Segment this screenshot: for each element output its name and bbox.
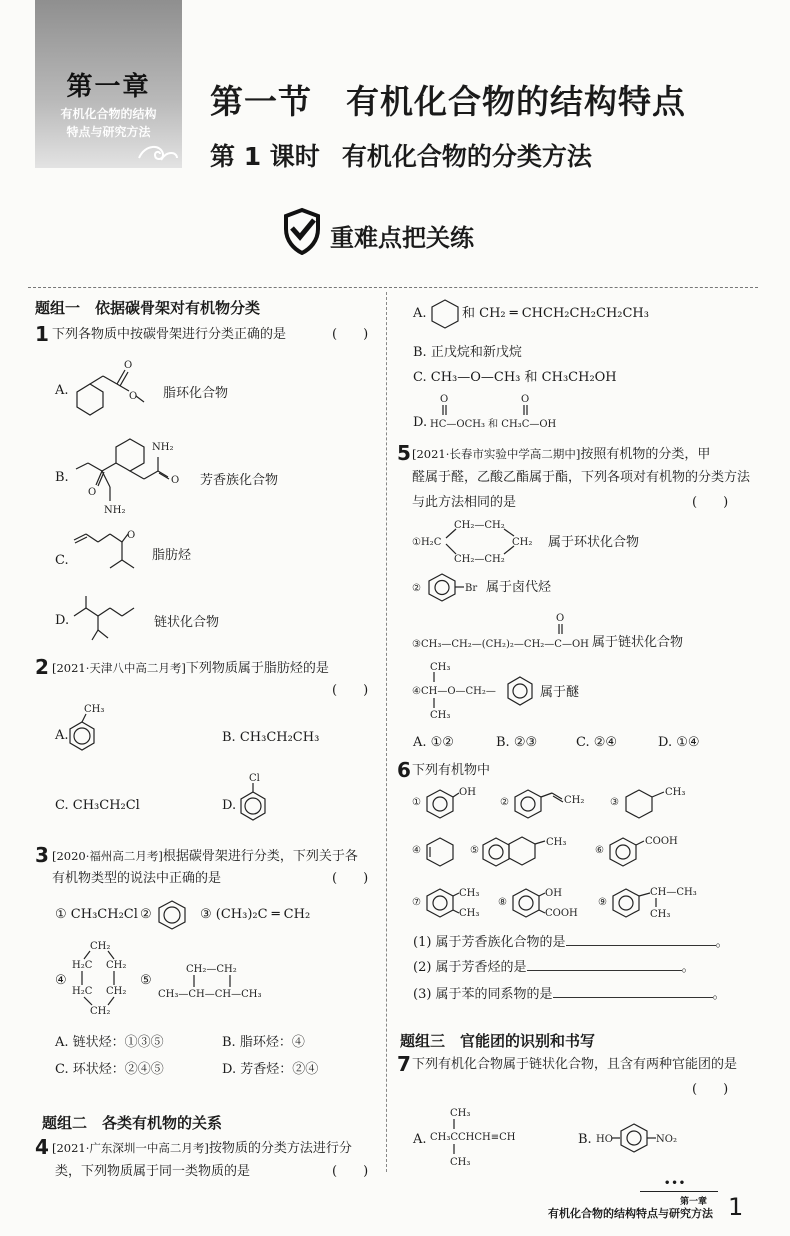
svg-text:CH₂—CH₂: CH₂—CH₂ [186, 964, 237, 975]
q3-answer-paren[interactable]: ( ) [332, 871, 369, 886]
svg-text:⑧: ⑧ [498, 897, 507, 908]
q2-option-a-label: A. [55, 728, 69, 743]
svg-text:CH₃CCHCH≡CH: CH₃CCHCH≡CH [430, 1132, 516, 1143]
svg-text:O: O [440, 394, 449, 405]
q5-source: [2021·长春市实验中学高二期中] [412, 447, 581, 461]
q4-stem2: 类，下列物质属于同一类物质的是 [55, 1164, 251, 1179]
svg-text:HO: HO [596, 1134, 613, 1145]
svg-text:CH₃: CH₃ [546, 837, 567, 848]
q7-option-a-label: A. [413, 1132, 427, 1147]
q3-option-d: D. 芳香烃：②④ [222, 1062, 319, 1077]
q2-stem: 下列物质属于脂肪烃的是 [185, 661, 329, 676]
svg-text:OH: OH [459, 787, 476, 798]
cyclohexane-ch2-structure [70, 940, 130, 1020]
q4-option-c: C. CH₃—O—CH₃ 和 CH₃CH₂OH [413, 370, 617, 385]
q4-stem-line1 [52, 1140, 352, 1157]
svg-text:OH: OH [545, 888, 562, 899]
svg-text:O: O [171, 475, 180, 486]
q1-option-a-label: A. [55, 383, 69, 398]
q4d-structures [430, 392, 580, 432]
svg-text:O: O [124, 360, 133, 371]
q7a-structure [430, 1105, 525, 1170]
benzene-structure [156, 900, 188, 930]
svg-text:O: O [129, 391, 138, 402]
q4a-cyclohexane [429, 298, 461, 330]
q3-stem-line1 [52, 848, 358, 865]
svg-text:COOH: COOH [545, 908, 578, 919]
q2-stem-line [52, 660, 329, 677]
q5-number: 5 [397, 441, 411, 465]
svg-text:④: ④ [412, 845, 421, 856]
q3-stem2: 有机物类型的说法中正确的是 [52, 871, 222, 886]
svg-text:CH₂: CH₂ [90, 941, 111, 952]
q4-answer-paren[interactable]: ( ) [332, 1164, 369, 1179]
svg-text:①H₂C: ①H₂C [412, 537, 442, 548]
swirl-ornament-icon [135, 140, 181, 164]
q7-number: 7 [397, 1052, 411, 1076]
q3-option-a: A. 链状烃：①③⑤ [55, 1035, 164, 1050]
q1-option-d-text: 链状化合物 [154, 615, 220, 630]
svg-text:H₂C: H₂C [72, 960, 93, 971]
q3-stem1: 根据碳骨架进行分类，下列关于各 [162, 849, 358, 864]
svg-text:CH₂—CH₂: CH₂—CH₂ [454, 554, 505, 565]
q6-sub1-text: (1) 属于芳香族化合物的是 [413, 935, 566, 950]
q1-option-d-label: D. [55, 613, 70, 628]
q1-number: 1 [35, 322, 49, 346]
svg-text:CH₂: CH₂ [106, 960, 127, 971]
q6-sub3-end: 。 [712, 987, 726, 1002]
group3-heading: 题组三 官能团的识别和书写 [400, 1032, 596, 1050]
q4-option-d-label: D. [413, 415, 428, 430]
q5-item4-text: 属于醚 [540, 685, 580, 700]
q1-option-c-text: 脂肪烃 [152, 548, 192, 563]
q6-sub2 [413, 958, 695, 976]
methylcyclobutane-structure [158, 960, 268, 1005]
q5-item4-ether [412, 660, 540, 722]
q1-option-b-text: 芳香族化合物 [200, 473, 279, 488]
q1d-structure [72, 594, 142, 644]
lesson-number: 第 1 课时 [210, 142, 320, 171]
svg-text:⑥: ⑥ [595, 845, 604, 856]
q5-item2-text: 属于卤代烃 [486, 580, 552, 595]
lesson-title [210, 137, 592, 173]
page-number: 1 [728, 1193, 744, 1221]
svg-text:⑨: ⑨ [598, 897, 607, 908]
svg-text:HC—OCH₃ 和 CH₃C—OH: HC—OCH₃ 和 CH₃C—OH [430, 419, 557, 430]
q1a-structure [70, 358, 160, 420]
q7-answer-paren[interactable]: ( ) [692, 1082, 729, 1097]
q1-stem: 下列各物质中按碳骨架进行分类正确的是 [52, 327, 287, 342]
q6-sub3-text: (3) 属于苯的同系物的是 [413, 987, 553, 1002]
q3-option-c: C. 环状烃：②④⑤ [55, 1062, 164, 1077]
q4-stem1: 按物质的分类方法进行分 [208, 1141, 352, 1156]
svg-text:⑦: ⑦ [412, 897, 421, 908]
svg-text:CH₃: CH₃ [450, 1108, 471, 1119]
q3-option-b: B. 脂环烃：④ [222, 1035, 305, 1050]
q6-sub3 [413, 985, 726, 1003]
svg-text:NO₂: NO₂ [656, 1134, 677, 1145]
svg-text:CH—CH₃: CH—CH₃ [650, 887, 697, 898]
q1-option-a-text: 脂环化合物 [163, 386, 229, 401]
q5-option-a: A. ①② [413, 735, 454, 750]
q3-item4-label: ④ [55, 973, 67, 988]
shield-check-icon [282, 207, 322, 255]
q3-item1: ① CH₃CH₂Cl [55, 907, 138, 922]
q2-option-d-label: D. [222, 798, 237, 813]
svg-text:CH₂: CH₂ [564, 795, 585, 806]
footer-dots: ••• [664, 1178, 687, 1189]
q6-sub1-end: 。 [715, 935, 729, 950]
q5-stem1: 按照有机物的分类，甲 [580, 447, 711, 462]
q2-number: 2 [35, 655, 49, 679]
chapter-subtitle-line2: 特点与研究方法 [66, 125, 151, 139]
svg-text:CH₂—CH₂: CH₂—CH₂ [454, 520, 505, 531]
q6-sub2-blank[interactable] [527, 958, 682, 971]
q6-sub2-text: (2) 属于芳香烃的是 [413, 960, 527, 975]
svg-text:③CH₃—CH₂—(CH₂)₂—CH₂—C—OH: ③CH₃—CH₂—(CH₂)₂—CH₂—C—OH [412, 639, 589, 650]
column-divider [386, 292, 387, 1172]
q5-stem2: 醛属于醛，乙酸乙酯属于酯，下列各项对有机物的分类方法 [412, 470, 751, 485]
q5-option-d: D. ①④ [658, 735, 700, 750]
footer-chapter-name: 有机化合物的结构特点与研究方法 [548, 1207, 713, 1220]
q5-item3-acid [412, 612, 597, 652]
chapter-subtitle-line1: 有机化合物的结构 [60, 107, 157, 121]
svg-text:CH₂: CH₂ [106, 986, 127, 997]
q3-item2-label: ② [140, 907, 152, 922]
section-title: 第一节 有机化合物的结构特点 [210, 82, 686, 121]
svg-text:CH₃: CH₃ [665, 787, 686, 798]
group1-heading: 题组一 依据碳骨架对有机物分类 [35, 299, 261, 317]
q1b-structure [68, 435, 198, 517]
svg-text:①: ① [412, 797, 421, 808]
q4-source: [2021·广东深圳一中高二月考] [52, 1141, 209, 1155]
q2-source: [2021·天津八中高二月考] [52, 661, 186, 675]
svg-text:CH₃: CH₃ [459, 908, 480, 919]
svg-text:O: O [88, 487, 97, 498]
svg-text:Br: Br [465, 583, 478, 594]
q2-option-c: C. CH₃CH₂Cl [55, 798, 140, 813]
svg-text:CH₃: CH₃ [459, 888, 480, 899]
q2-option-b: B. CH₃CH₂CH₃ [222, 730, 320, 745]
svg-text:CH₃: CH₃ [650, 909, 671, 920]
q1-option-b-label: B. [55, 470, 69, 485]
q5-option-b: B. ②③ [496, 735, 538, 750]
q3-item3: ③ (CH₃)₂C ═ CH₂ [200, 907, 311, 922]
q6-sub3-blank[interactable] [553, 985, 713, 998]
q4-option-a-label: A. [413, 306, 427, 321]
q4-option-a-text: 和 CH₂ ═ CHCH₂CH₂CH₂CH₃ [462, 306, 649, 321]
q1-option-c-label: C. [55, 553, 69, 568]
footer-rule [640, 1191, 718, 1192]
q6-sub1 [413, 933, 729, 951]
chapter-label: 第一章 [66, 72, 151, 102]
q5-answer-paren[interactable]: ( ) [692, 495, 729, 510]
svg-text:⑤: ⑤ [470, 845, 479, 856]
svg-text:②: ② [500, 797, 509, 808]
svg-text:④CH—O—CH₂—: ④CH—O—CH₂— [412, 686, 496, 697]
q3-source: [2020·福州高二月考] [52, 849, 163, 863]
toluene-structure [64, 704, 114, 754]
svg-text:H₂C: H₂C [72, 986, 93, 997]
q3-item5-label: ⑤ [140, 973, 152, 988]
q6-sub2-end: 。 [681, 960, 695, 975]
svg-text:COOH: COOH [645, 836, 678, 847]
q7-stem: 下列有机化合物属于链状化合物，且含有两种官能团的是 [412, 1057, 738, 1072]
q5-item3-text: 属于链状化合物 [592, 635, 684, 650]
q5-stem-line1 [412, 446, 710, 463]
q4-number: 4 [35, 1135, 49, 1159]
q6-structures [412, 785, 732, 920]
q1-answer-paren[interactable]: ( ) [332, 327, 369, 342]
q7b-nitrophenol [596, 1120, 721, 1158]
svg-text:Cl: Cl [249, 773, 260, 784]
chapter-tab [35, 0, 182, 168]
q6-sub1-blank[interactable] [566, 933, 716, 946]
svg-text:②: ② [412, 583, 421, 594]
footer-chapter: 第一章 [680, 1197, 708, 1207]
svg-text:NH₂: NH₂ [104, 505, 126, 516]
q5-item1-text: 属于环状化合物 [548, 535, 640, 550]
q3-number: 3 [35, 843, 49, 867]
svg-text:NH₂: NH₂ [152, 442, 174, 453]
svg-text:CH₃—CH—CH—CH₃: CH₃—CH—CH—CH₃ [158, 989, 262, 1000]
q6-number: 6 [397, 758, 411, 782]
banner-title: 重难点把关练 [330, 224, 474, 252]
q5-item1-cycloheptane [412, 518, 537, 566]
q1c-structure [72, 530, 147, 586]
svg-text:O: O [127, 530, 136, 541]
svg-text:CH₃: CH₃ [430, 710, 451, 721]
svg-text:O: O [556, 613, 565, 624]
svg-text:CH₃: CH₃ [84, 704, 105, 715]
svg-text:CH₂: CH₂ [90, 1006, 111, 1017]
chlorobenzene-structure [238, 772, 278, 830]
q4-option-b: B. 正戊烷和新戊烷 [413, 345, 522, 360]
q5-item2-bromobenzene [412, 572, 492, 602]
group2-heading: 题组二 各类有机物的关系 [42, 1114, 223, 1132]
q5-stem3: 与此方法相同的是 [412, 495, 517, 510]
q5-option-c: C. ②④ [576, 735, 618, 750]
q7-option-b-label: B. [578, 1132, 592, 1147]
q2-answer-paren[interactable]: ( ) [332, 683, 369, 698]
svg-text:O: O [521, 394, 530, 405]
top-divider [28, 287, 758, 288]
q6-stem: 下列有机物中 [412, 763, 491, 778]
lesson-name: 有机化合物的分类方法 [341, 142, 592, 171]
svg-text:CH₃: CH₃ [450, 1157, 471, 1168]
svg-text:CH₂: CH₂ [512, 537, 533, 548]
svg-text:CH₃: CH₃ [430, 662, 451, 673]
svg-text:③: ③ [610, 797, 619, 808]
